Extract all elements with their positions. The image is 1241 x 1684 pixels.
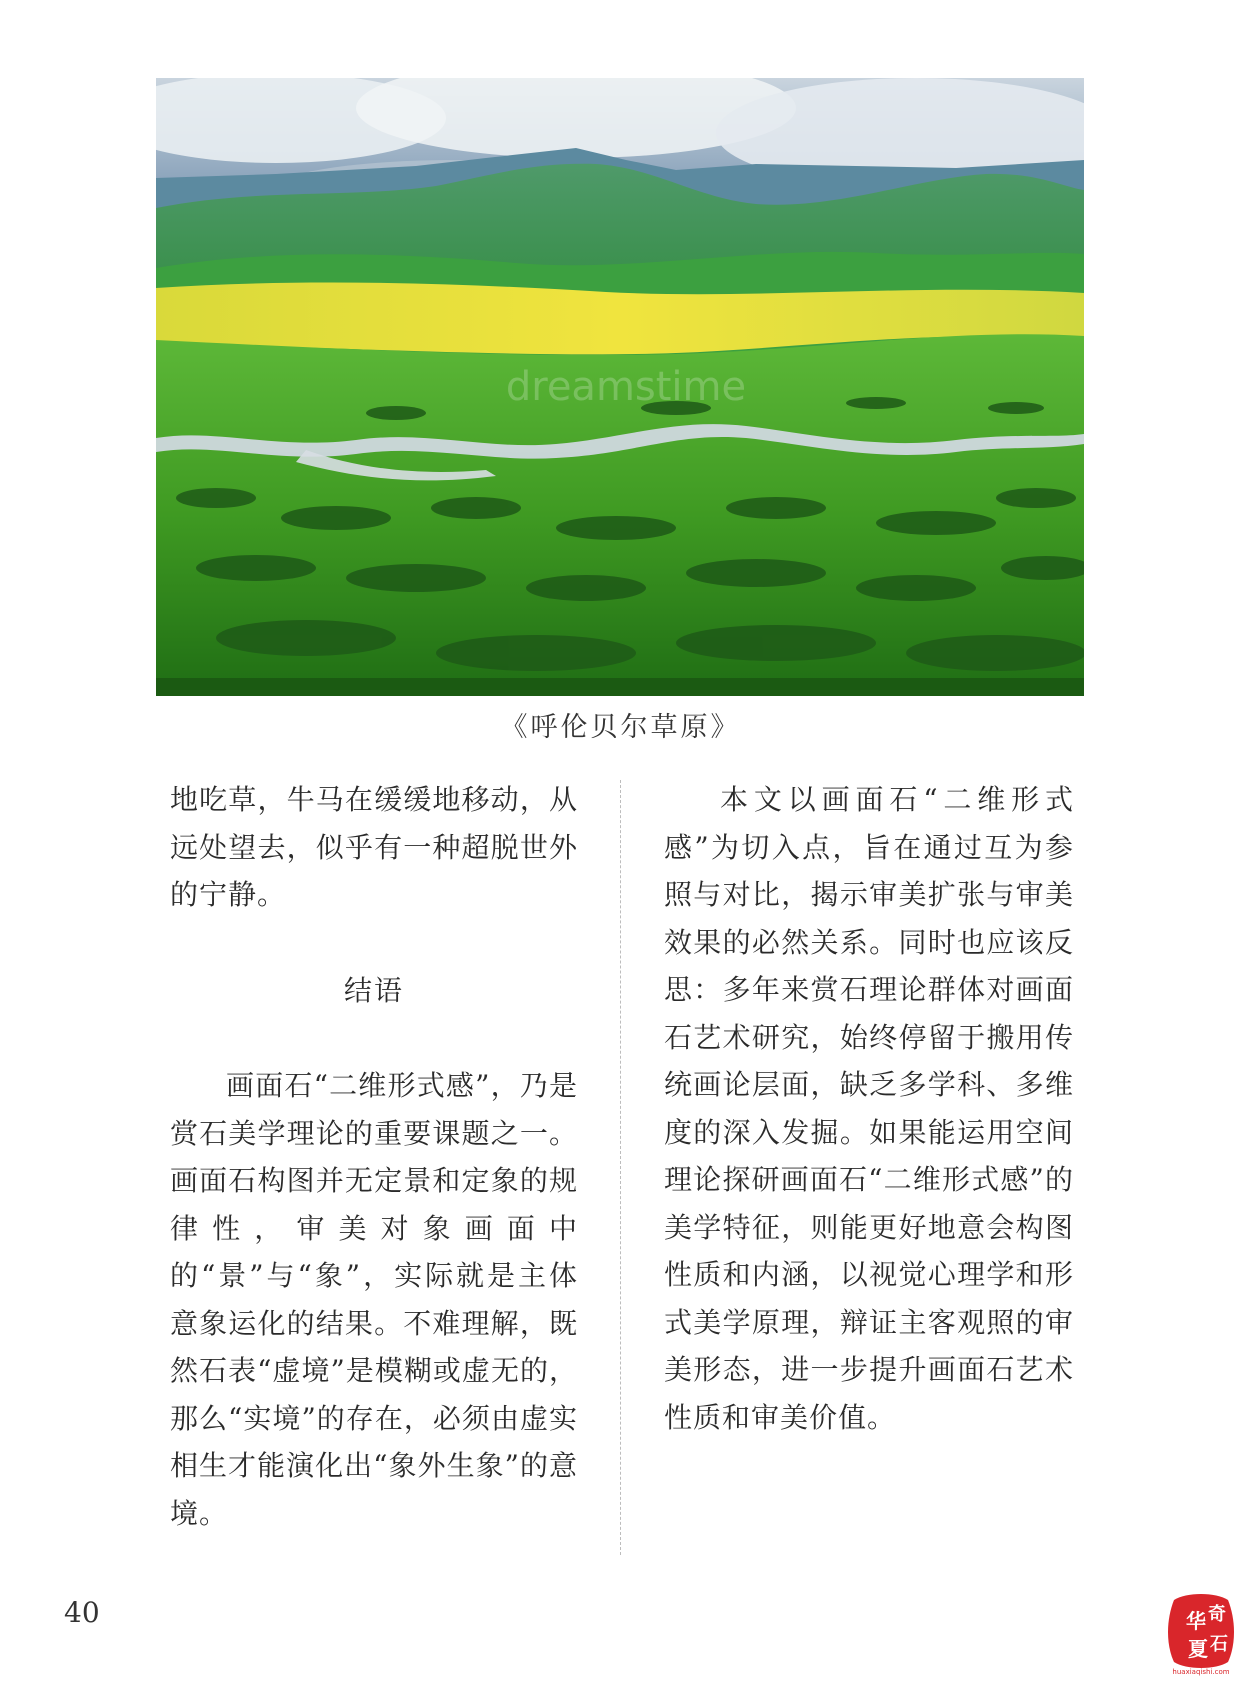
- svg-text:华: 华: [1186, 1609, 1206, 1633]
- svg-text:huaxiaqishi.com: huaxiaqishi.com: [1172, 1668, 1230, 1676]
- svg-text:夏: 夏: [1188, 1637, 1208, 1661]
- grassland-illustration: [156, 78, 1084, 696]
- column-divider: [620, 780, 621, 1555]
- svg-text:石: 石: [1210, 1634, 1228, 1655]
- section-heading: 结语: [343, 973, 404, 1007]
- continued-paragraph: 地吃草，牛马在缓缓地移动，从远处望去，似乎有一种超脱世外的宁静。: [170, 783, 578, 911]
- figure-caption: 《呼伦贝尔草原》: [500, 712, 741, 743]
- site-seal-logo: [1166, 1590, 1236, 1676]
- closing-paragraph: 本文以画面石“二维形式感”为切入点，旨在通过互为参照与对比，揭示审美扩张与审美效果的必然关系。同时也应该反思：多年来赏石理论群体对画面石艺术研究，始终停留于搬用传统画论层面，缺乏多学科、多维度的深入发掘。如果能运用空间理论探研画面石“二维形式感”的美学特征，则能更好地意会构图性质和内涵，以视觉心理学和形式美学原理，辩证主客观照的审美形态，进一步提升画面石艺术性质和审美价值。: [664, 783, 1074, 1434]
- page-number: 40: [64, 1596, 100, 1629]
- photo-watermark: dreamstime: [505, 364, 747, 410]
- left-column: [170, 776, 578, 1537]
- conclusion-paragraph: 画面石“二维形式感”，乃是赏石美学理论的重要课题之一。画面石构图并无定景和定象的规律性，审美对象画面中的“景”与“象”，实际就是主体意象运化的结果。不难理解，既然石表“虚境”是模糊或虚无的，那么“实境”的存在，必须由虚实相生才能演化出“象外生象”的意境。: [170, 1069, 578, 1530]
- svg-text:奇: 奇: [1208, 1604, 1226, 1625]
- grassland-photo: [156, 78, 1084, 696]
- right-column: [664, 776, 1074, 1441]
